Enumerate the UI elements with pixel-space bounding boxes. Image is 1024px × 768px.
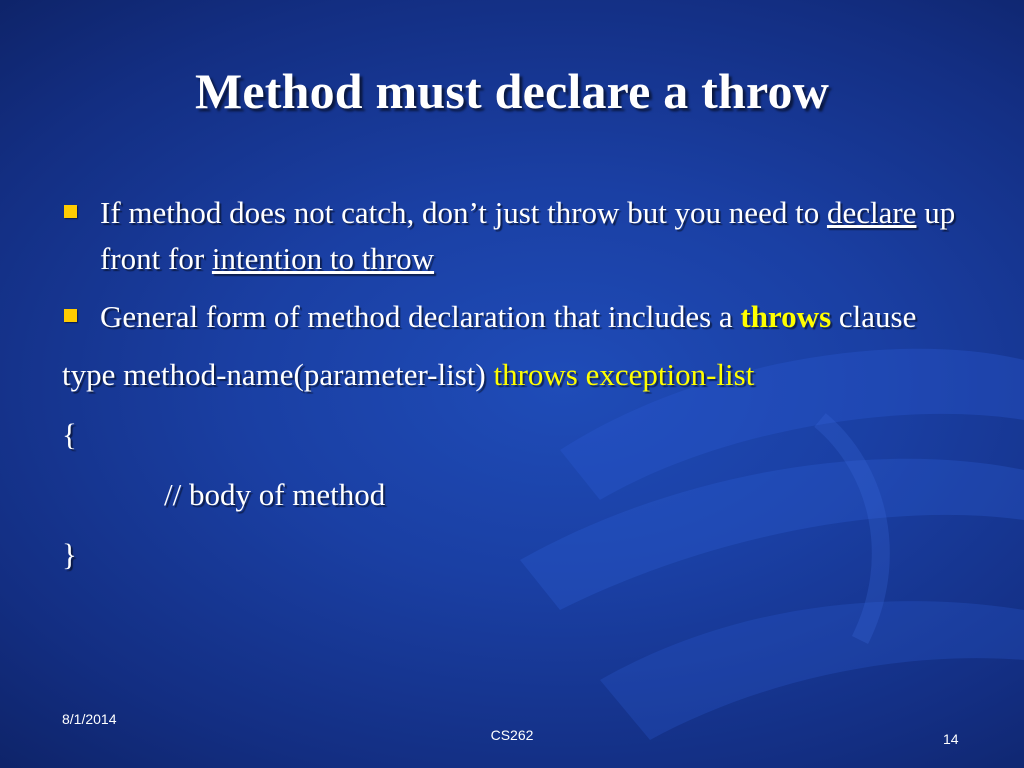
- bullet-1-text: If method does not catch, don’t just throw but you need to: [100, 195, 827, 230]
- code-body-comment: // body of method: [164, 477, 386, 512]
- slide-title: Method must declare a throw: [194, 63, 830, 119]
- bullet-1-text-mid: up front for: [100, 195, 956, 276]
- square-bullet-icon: [64, 309, 77, 322]
- slide-body: [62, 190, 962, 590]
- code-signature: type method-name(parameter-list): [62, 357, 494, 392]
- footer-date: 8/1/2014: [62, 711, 117, 727]
- footer-page-number: 14: [943, 731, 959, 747]
- bullet-1-intention: intention to throw: [211, 241, 435, 276]
- code-throws-clause: throws exception-list: [493, 357, 755, 392]
- code-open-brace: {: [62, 417, 77, 452]
- footer-course: CS262: [490, 727, 534, 743]
- bullet-item-2: [62, 294, 962, 340]
- code-signature-line: [62, 352, 962, 410]
- bullet-2-text: General form of method declaration that includes a: [100, 299, 741, 334]
- bullet-2-text-end: clause: [831, 299, 917, 334]
- bullet-1-declare: declare: [826, 195, 917, 230]
- square-bullet-icon: [64, 205, 77, 218]
- bullet-item-1: [62, 190, 962, 282]
- code-close-brace: }: [62, 537, 77, 572]
- bullet-2-throws-keyword: throws: [740, 299, 832, 334]
